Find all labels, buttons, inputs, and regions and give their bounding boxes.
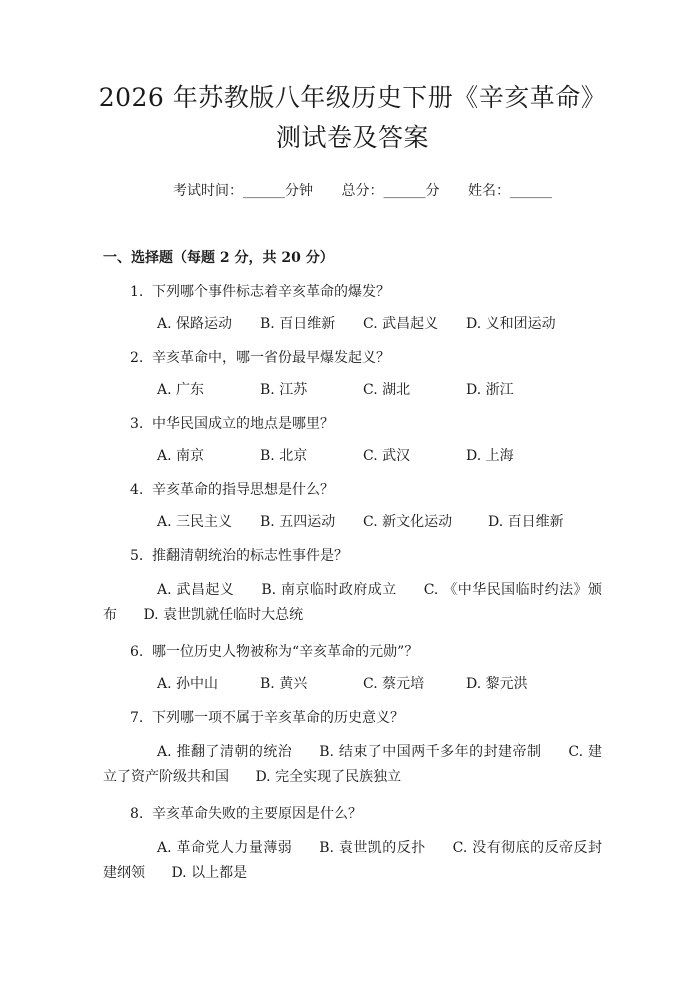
option-b: B. 结束了中国两千多年的封建帝制 — [319, 744, 542, 760]
option-d: D. 百日维新 — [488, 514, 564, 530]
question-number: 7. — [130, 710, 144, 726]
question-3 — [103, 414, 602, 466]
question-stem — [103, 282, 602, 302]
option-d: D. 黎元洪 — [466, 676, 528, 692]
option-c: C. 蔡元培 — [363, 676, 425, 692]
question-number: 2. — [130, 350, 144, 366]
question-7 — [103, 708, 602, 790]
exam-info-line — [103, 180, 602, 200]
question-text: 推翻清朝统治的标志性事件是？ — [152, 548, 348, 564]
question-stem — [103, 480, 602, 500]
option-d: D. 完全实现了民族独立 — [255, 769, 402, 785]
option-a: A. 革命党人力量薄弱 — [157, 840, 293, 856]
question-stem — [103, 546, 602, 566]
option-b: B. 五四运动 — [260, 514, 336, 530]
option-a: A. 三民主义 — [157, 514, 233, 530]
options-paragraph — [103, 740, 602, 790]
question-text: 辛亥革命失败的主要原因是什么？ — [152, 806, 362, 822]
option-d: D. 上海 — [466, 448, 514, 464]
section-title: 一、选择题（每题 2 分，共 20 分） — [103, 250, 334, 266]
question-2 — [103, 348, 602, 400]
question-number: 1. — [130, 284, 144, 300]
exam-time-field: 考试时间：______分钟 — [173, 183, 314, 199]
question-number: 5. — [130, 548, 144, 564]
option-b: B. 百日维新 — [260, 316, 336, 332]
option-c: C. 没有彻底的反帝反封建纲领 — [103, 840, 603, 881]
option-b: B. 袁世凯的反扑 — [319, 840, 426, 856]
student-name-field: 姓名：______ — [467, 183, 552, 199]
question-4 — [103, 480, 602, 532]
options-paragraph — [103, 836, 602, 886]
option-a: A. 武昌起义 — [157, 582, 235, 598]
exam-page — [0, 78, 700, 983]
question-text: 辛亥革命中，哪一省份最早爆发起义？ — [152, 350, 390, 366]
title-line-1: 2026 年苏教版八年级历史下册《辛亥革命》 — [98, 83, 607, 112]
question-stem — [103, 414, 602, 434]
option-a: A. 南京 — [157, 448, 205, 464]
option-a: A. 保路运动 — [157, 316, 233, 332]
title-line-2: 测试卷及答案 — [275, 123, 429, 152]
option-c: C. 武昌起义 — [363, 316, 439, 332]
question-text: 下列哪个事件标志着辛亥革命的爆发？ — [152, 284, 390, 300]
option-b: B. 江苏 — [260, 382, 308, 398]
question-text: 哪一位历史人物被称为“辛亥革命的元勋”？ — [152, 644, 419, 660]
options-row — [103, 512, 602, 532]
option-a: A. 推翻了清朝的统治 — [157, 744, 293, 760]
option-b: B. 北京 — [260, 448, 308, 464]
question-stem — [103, 804, 602, 824]
options-row — [103, 380, 602, 400]
question-6 — [103, 642, 602, 694]
question-1 — [103, 282, 602, 334]
option-c: C. 湖北 — [363, 382, 411, 398]
question-stem — [103, 642, 602, 662]
option-c: C. 建立了资产阶级共和国 — [103, 744, 603, 785]
option-d: D. 袁世凯就任临时大总统 — [143, 607, 304, 623]
question-number: 8. — [130, 806, 144, 822]
document-title — [63, 78, 642, 158]
options-row — [103, 446, 602, 466]
question-stem — [103, 348, 602, 368]
option-d: D. 义和团运动 — [466, 316, 556, 332]
options-row — [103, 314, 602, 334]
option-c: C. 《中华民国临时约法》颁布 — [103, 582, 603, 623]
question-number: 3. — [130, 416, 144, 432]
option-b: B. 南京临时政府成立 — [261, 582, 397, 598]
total-score-field: 总分：______分 — [341, 183, 440, 199]
question-stem — [103, 708, 602, 728]
option-d: D. 浙江 — [466, 382, 514, 398]
option-d: D. 以上都是 — [171, 865, 248, 881]
options-paragraph — [103, 578, 602, 628]
question-text: 中华民国成立的地点是哪里？ — [152, 416, 334, 432]
question-5 — [103, 546, 602, 628]
option-a: A. 孙中山 — [157, 676, 219, 692]
option-c: C. 新文化运动 — [363, 514, 453, 530]
question-text: 下列哪一项不属于辛亥革命的历史意义？ — [152, 710, 404, 726]
option-a: A. 广东 — [157, 382, 205, 398]
question-8 — [103, 804, 602, 886]
question-text: 辛亥革命的指导思想是什么？ — [152, 482, 334, 498]
options-row — [103, 674, 602, 694]
option-c: C. 武汉 — [363, 448, 411, 464]
option-b: B. 黄兴 — [260, 676, 308, 692]
question-number: 6. — [130, 644, 144, 660]
question-number: 4. — [130, 482, 144, 498]
